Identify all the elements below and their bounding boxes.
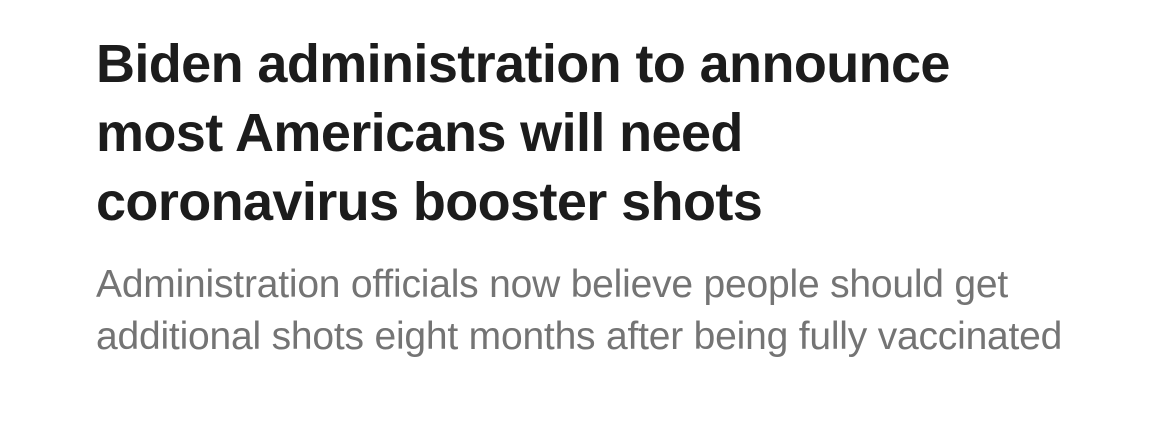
article-headline[interactable]: Biden administration to announce most Americans will need coronavirus booster shots [96, 34, 950, 232]
article-dek: Administration officials now believe people should get additional shots eight months after being fully vaccinated [96, 263, 1063, 358]
article-card[interactable] [96, 30, 1136, 363]
